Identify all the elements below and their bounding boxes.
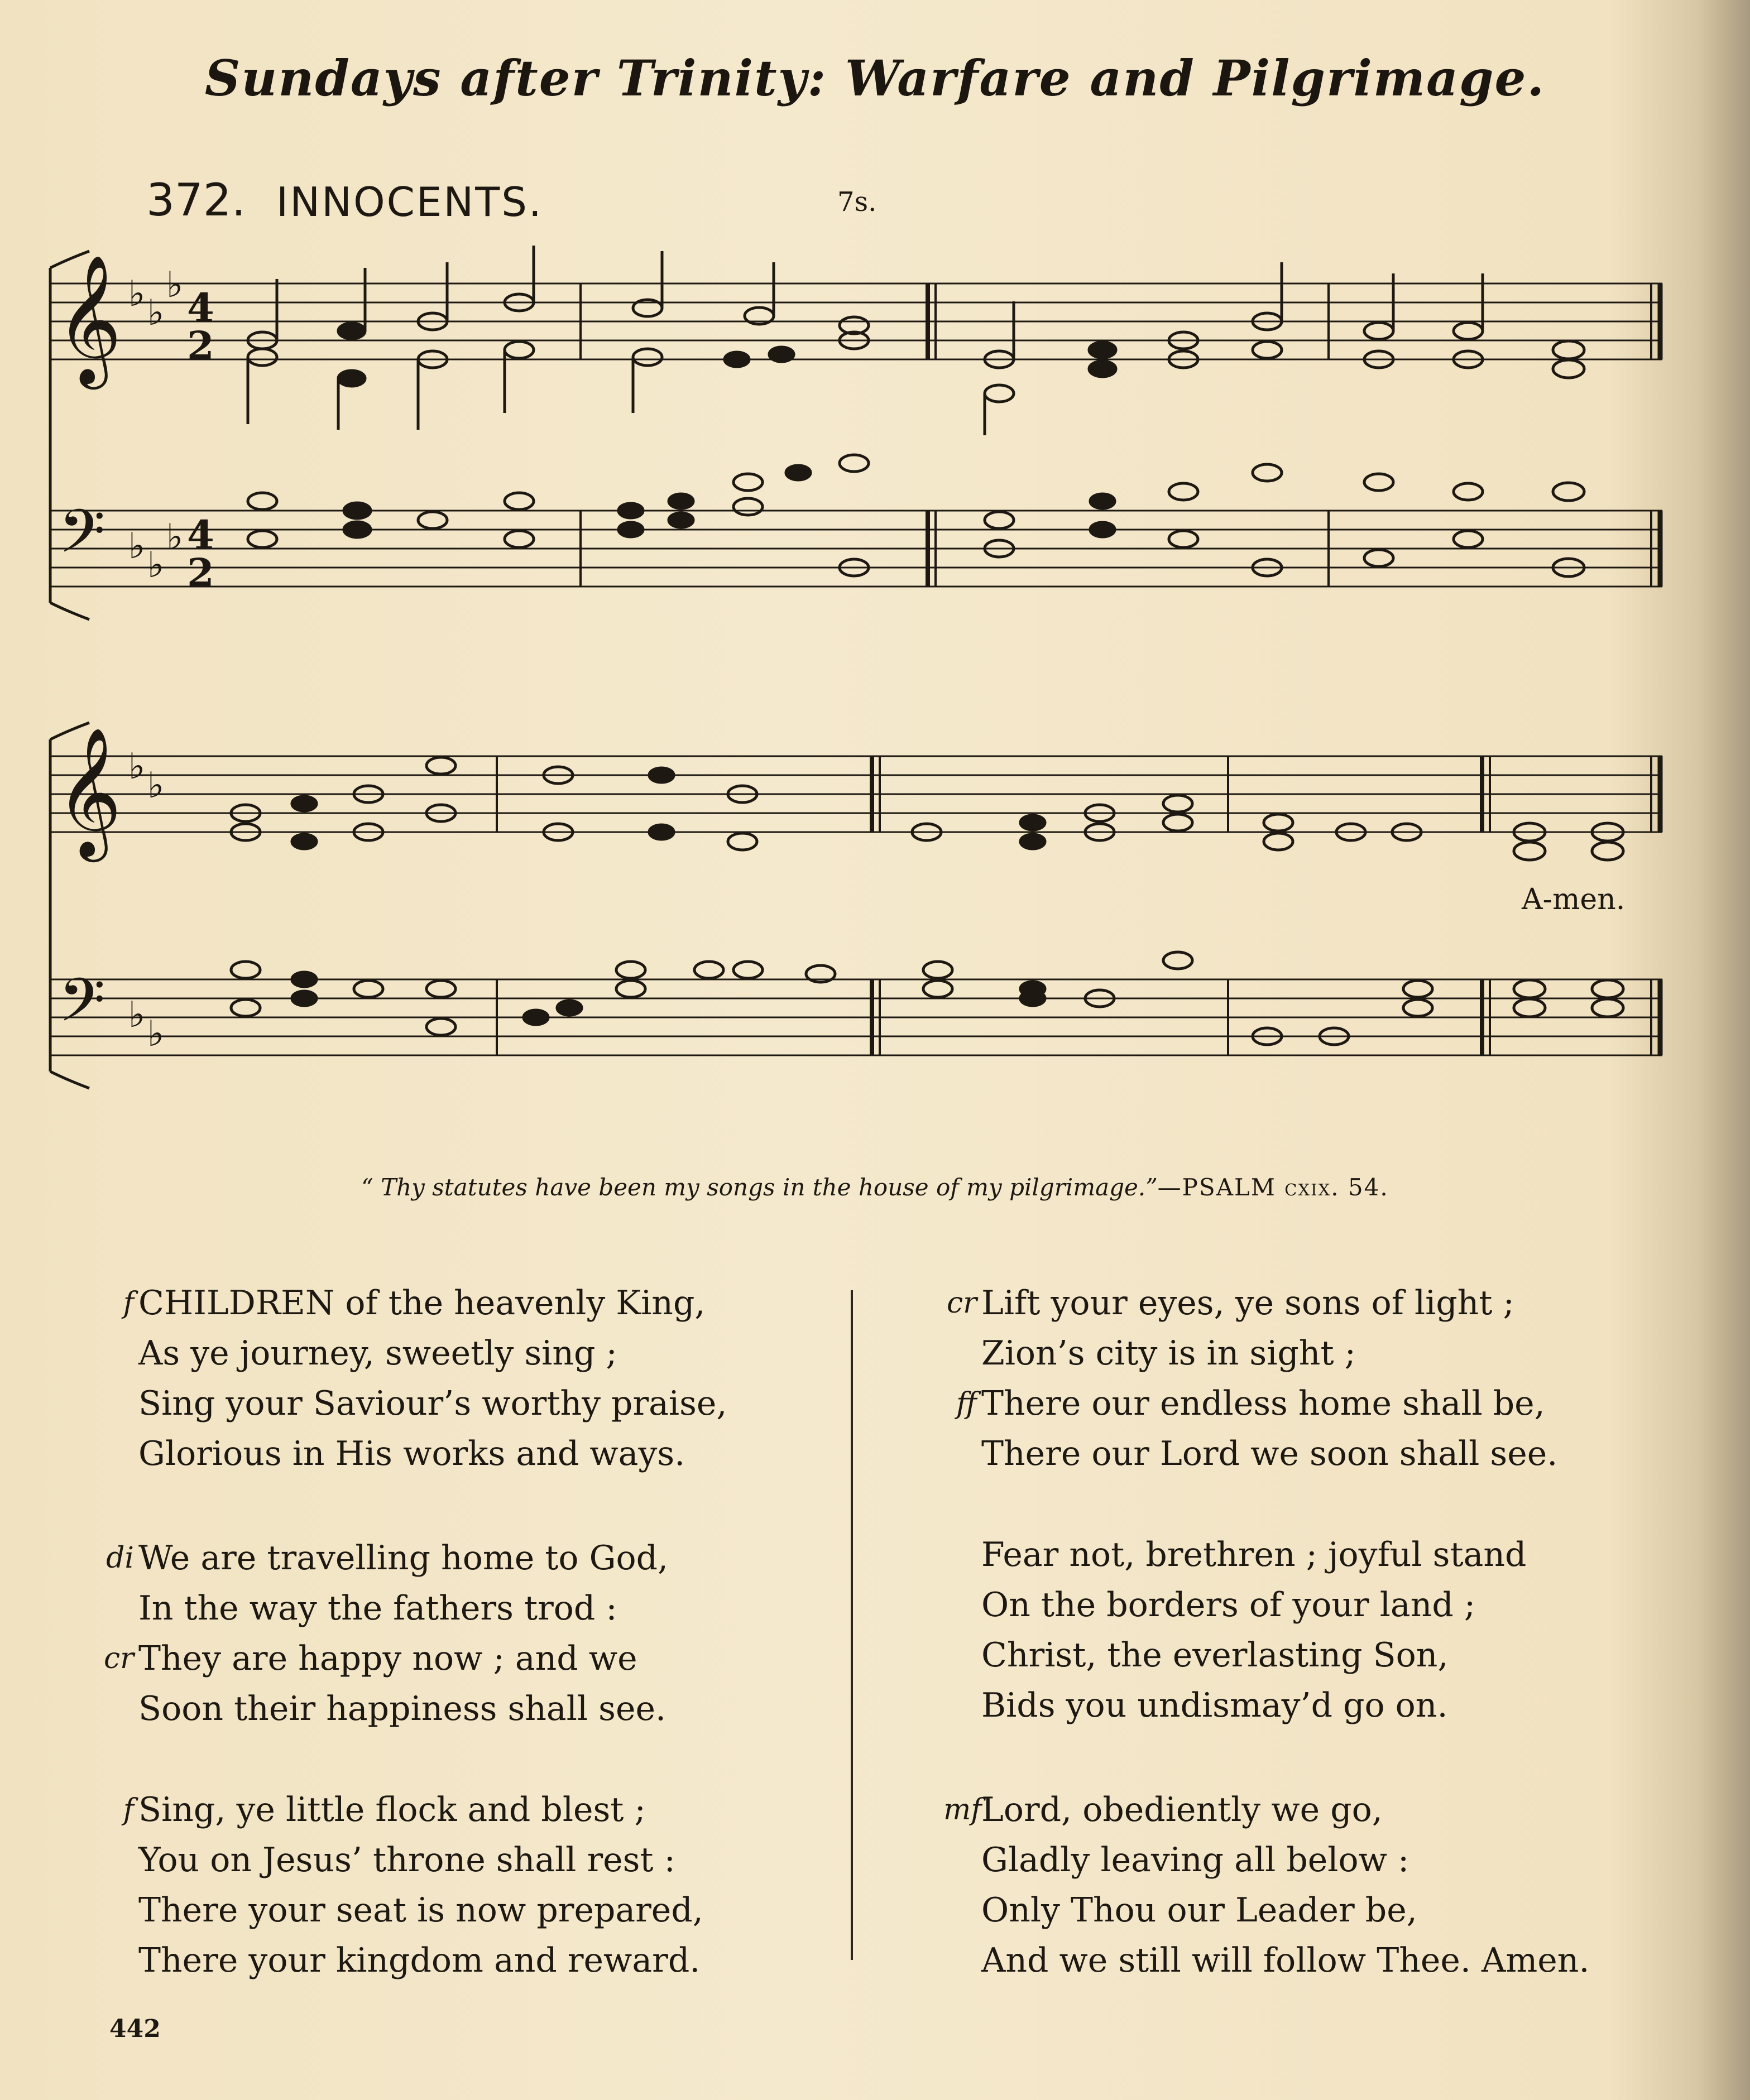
svg-text:♭: ♭ bbox=[166, 265, 184, 306]
verse-line bbox=[943, 1885, 1589, 1935]
verse-line bbox=[943, 1785, 1589, 1835]
staff-treble-2 bbox=[50, 756, 1662, 832]
svg-text:♭: ♭ bbox=[147, 292, 165, 334]
verse-text: Fear not, brethren ; joyful stand bbox=[981, 1535, 1527, 1574]
verse-line bbox=[100, 1378, 727, 1429]
verse-text: Only Thou our Leader be, bbox=[981, 1891, 1417, 1930]
verse-line bbox=[943, 1935, 1589, 1986]
verse-line bbox=[943, 1530, 1526, 1580]
stanza-2 bbox=[100, 1533, 668, 1734]
verse-text: As ye journey, sweetly sing ; bbox=[138, 1334, 617, 1373]
verse-text: We are travelling home to God, bbox=[138, 1539, 669, 1578]
verse-line bbox=[100, 1533, 668, 1583]
svg-text:4: 4 bbox=[187, 512, 214, 558]
svg-text:4: 4 bbox=[187, 285, 214, 331]
hymn-number: 372. bbox=[146, 174, 246, 226]
verse-text: Lord, obediently we go, bbox=[981, 1790, 1383, 1829]
verse-line bbox=[100, 1583, 668, 1633]
verse-text: Gladly leaving all below : bbox=[981, 1840, 1409, 1880]
svg-text:♭: ♭ bbox=[147, 1013, 165, 1055]
verse-text: There our Lord we soon shall see. bbox=[981, 1434, 1558, 1473]
verse-line bbox=[943, 1580, 1526, 1630]
page-number: 442 bbox=[109, 2015, 161, 2043]
bass-clef-icon: 𝄢 bbox=[59, 496, 106, 581]
svg-text:♭: ♭ bbox=[166, 517, 184, 558]
verse-line bbox=[100, 1835, 703, 1885]
bass-clef-icon: 𝄢 bbox=[59, 965, 106, 1050]
verse-line bbox=[943, 1378, 1557, 1429]
verse-line bbox=[943, 1680, 1526, 1731]
meter: 7s. bbox=[837, 186, 877, 218]
verse-text: Soon their happiness shall see. bbox=[138, 1689, 667, 1728]
verse-line bbox=[100, 1328, 727, 1378]
verse-text: They are happy now ; and we bbox=[138, 1639, 637, 1678]
treble-clef-icon: 𝄞 bbox=[56, 254, 122, 384]
svg-text:♭: ♭ bbox=[147, 765, 165, 806]
verse-text: Glorious in His works and ways. bbox=[138, 1434, 685, 1473]
tune-name: INNOCENTS. bbox=[276, 179, 543, 225]
verse-line bbox=[943, 1429, 1557, 1479]
svg-text:♭: ♭ bbox=[128, 273, 146, 315]
verse-text: Sing, ye little flock and blest ; bbox=[138, 1790, 646, 1829]
verse-line bbox=[943, 1328, 1557, 1378]
stanza-4 bbox=[943, 1278, 1557, 1479]
verse-text: There your kingdom and reward. bbox=[138, 1941, 701, 1980]
verse-text: Zion’s city is in sight ; bbox=[981, 1334, 1356, 1373]
verse-text: In the way the fathers trod : bbox=[138, 1589, 617, 1628]
verse-text: Christ, the everlasting Son, bbox=[981, 1636, 1449, 1675]
verse-line bbox=[100, 1429, 727, 1479]
stanza-6 bbox=[943, 1785, 1589, 1986]
verse-line bbox=[100, 1278, 727, 1328]
epigraph bbox=[0, 1174, 1750, 1201]
svg-text:♭: ♭ bbox=[128, 994, 146, 1036]
svg-text:♭: ♭ bbox=[128, 746, 146, 787]
verse-text: On the borders of your land ; bbox=[981, 1585, 1476, 1625]
verse-line bbox=[943, 1630, 1526, 1680]
amen-lyric: A-men. bbox=[1522, 883, 1626, 916]
verse-line bbox=[100, 1633, 668, 1684]
verse-text: Sing your Saviour’s worthy praise, bbox=[138, 1384, 727, 1423]
dynamic-marking: f bbox=[123, 1793, 134, 1827]
verse-line bbox=[100, 1785, 703, 1835]
verse-text: There your seat is now prepared, bbox=[138, 1891, 703, 1930]
svg-text:2: 2 bbox=[187, 323, 214, 369]
svg-text:2: 2 bbox=[187, 550, 214, 596]
verse-text: You on Jesus’ throne shall rest : bbox=[138, 1840, 675, 1880]
column-divider bbox=[851, 1290, 853, 1960]
epigraph-source: —PSALM cxix. 54. bbox=[1157, 1174, 1389, 1201]
stanza-5 bbox=[943, 1530, 1526, 1731]
epigraph-quote: “ Thy statutes have been my songs in the house of my pilgrimage.” bbox=[361, 1174, 1158, 1201]
verse-line bbox=[943, 1278, 1557, 1328]
running-header: Sundays after Trinity: Warfare and Pilgrimage. bbox=[204, 49, 1546, 107]
dynamic-marking: di bbox=[106, 1541, 134, 1575]
verse-line bbox=[100, 1684, 668, 1734]
treble-clef-icon: 𝄞 bbox=[56, 727, 122, 857]
svg-text:♭: ♭ bbox=[128, 526, 146, 567]
dynamic-marking: mf bbox=[943, 1793, 982, 1827]
verse-text: Lift your eyes, ye sons of light ; bbox=[981, 1284, 1514, 1323]
verse-text: And we still will follow Thee. Amen. bbox=[981, 1941, 1590, 1980]
verse-text: Bids you undismay’d go on. bbox=[981, 1686, 1448, 1725]
verse-line bbox=[943, 1835, 1589, 1885]
verse-line bbox=[100, 1885, 703, 1935]
dynamic-marking: cr bbox=[104, 1642, 134, 1675]
stanza-3 bbox=[100, 1785, 703, 1986]
verse-text: CHILDREN of the heavenly King, bbox=[138, 1284, 706, 1323]
stanza-1 bbox=[100, 1278, 727, 1479]
dynamic-marking: ff bbox=[956, 1387, 977, 1420]
svg-text:♭: ♭ bbox=[147, 545, 165, 586]
verse-text: There our endless home shall be, bbox=[981, 1384, 1545, 1423]
dynamic-marking: f bbox=[123, 1286, 134, 1320]
verse-line bbox=[100, 1935, 703, 1986]
dynamic-marking: cr bbox=[947, 1286, 977, 1320]
